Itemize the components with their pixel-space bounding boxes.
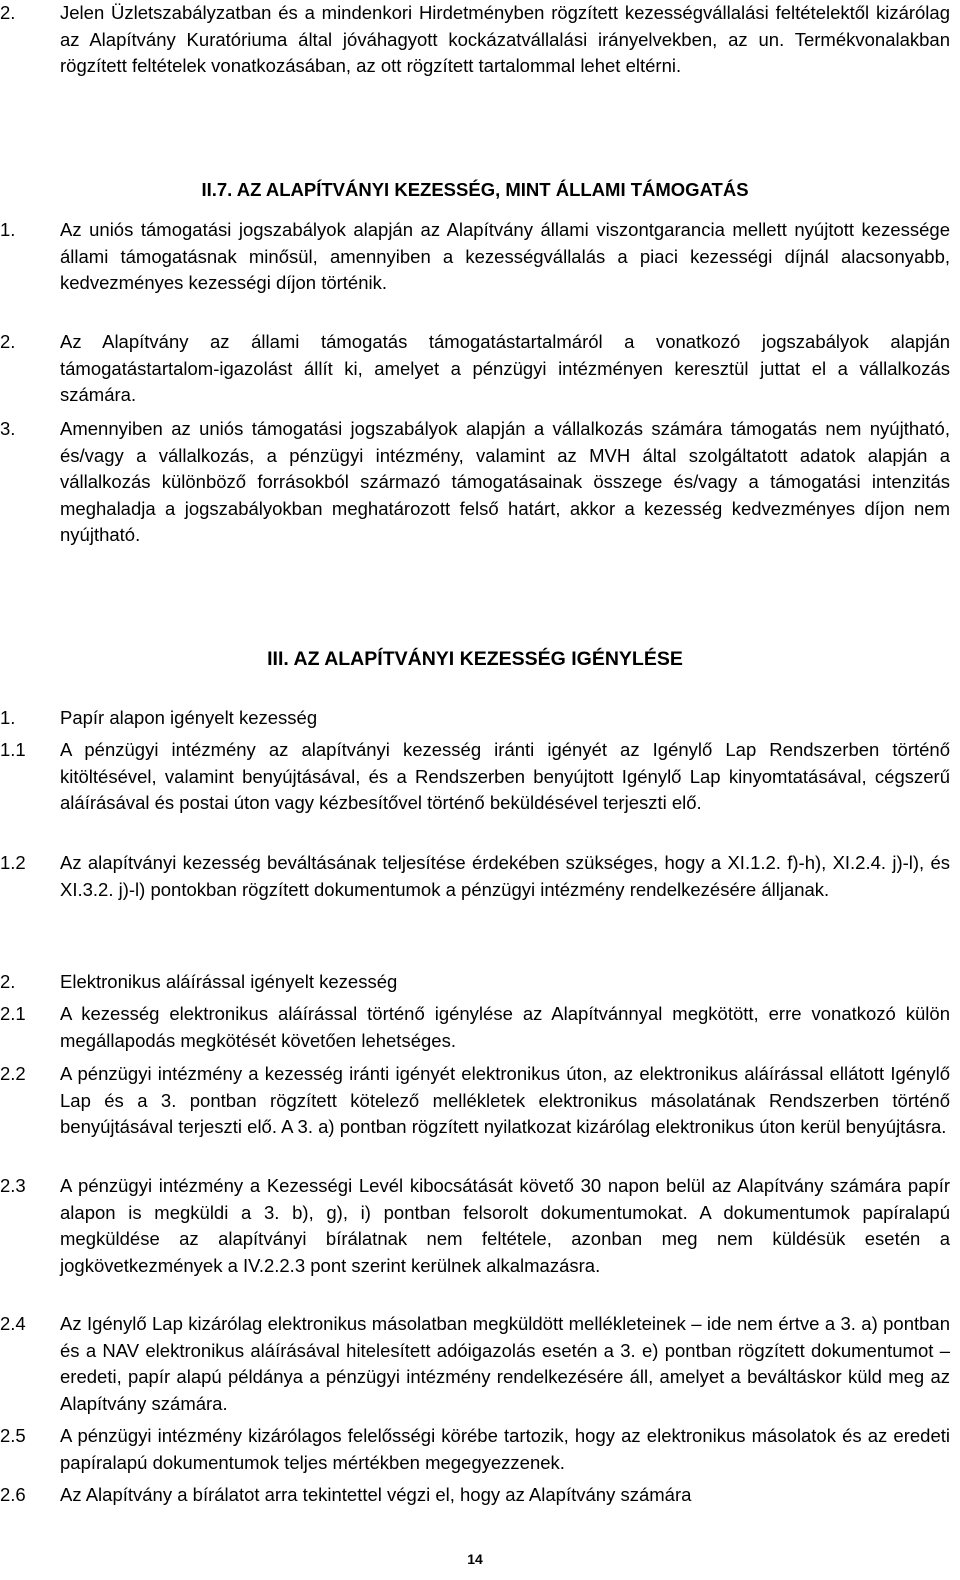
item-text: Az Igénylő Lap kizárólag elektronikus másolatban megküldött mellékleteinek – ide nem értve a 3. a) pontban és a NAV elektronikus aláírásával hitelesített adóigazolás esetén a 3. e) pontban rögzített dokumentumot – eredeti, papír alapú példánya a pénzügyi intézmény rendelkezésére áll, amelyet a beváltáskor küld meg az Alapítvány számára. bbox=[60, 1313, 950, 1414]
item-number: 1.2 bbox=[0, 852, 26, 873]
item-text: A pénzügyi intézmény az alapítványi kezesség iránti igényét az Igénylő Lap Rendszerben történő kitöltésével, valamint benyújtásával, és a Rendszerben benyújtott Igénylő Lap kinyomtatásával, cégszerű aláírásával és postai úton vagy kézbesítővel történő beküldésével terjeszti elő. bbox=[60, 739, 950, 813]
list-item bbox=[0, 1001, 950, 1054]
item-number: 2. bbox=[0, 2, 16, 23]
item-number: 2.3 bbox=[0, 1175, 26, 1196]
list-item bbox=[0, 329, 950, 409]
item-text: Az alapítványi kezesség beváltásának teljesítése érdekében szükséges, hogy a XI.1.2. f)-h), XI.2.4. j)-l), és XI.3.2. j)-l) pontokban rögzített dokumentumok a pénzügyi intézmény rendelkezésére álljanak. bbox=[60, 852, 950, 900]
list-item bbox=[0, 1482, 950, 1509]
item-text: A pénzügyi intézmény a kezesség iránti igényét elektronikus úton, az elektronikus aláírással ellátott Igénylő Lap és a 3. pontban rögzített kötelező mellékletek elektronikus másolatának Rendszerben történő benyújtásával terjeszti elő. A 3. a) pontban rögzített nyilatkozat kizárólag elektronikus úton kerül benyújtásra. bbox=[60, 1063, 950, 1137]
item-text: Az Alapítvány a bírálatot arra tekintettel végzi el, hogy az Alapítvány számára bbox=[60, 1484, 692, 1505]
item-text: A kezesség elektronikus aláírással történő igénylése az Alapítvánnyal megkötött, erre vonatkozó külön megállapodás megkötését követően lehetséges. bbox=[60, 1003, 950, 1051]
item-number: 1. bbox=[0, 707, 16, 728]
list-item bbox=[0, 969, 950, 996]
item-text: Jelen Üzletszabályzatban és a mindenkori Hirdetményben rögzített kezességvállalási feltételektől kizárólag az Alapítvány Kuratóriuma által jóváhagyott kockázatvállalási irányelvekben, az un. Termékvonalakban rögzített feltételek vonatkozásában, az ott rögzített tartalommal lehet eltérni. bbox=[60, 2, 950, 76]
section-heading-iii: III. AZ ALAPÍTVÁNYI KEZESSÉG IGÉNYLÉSE bbox=[267, 648, 683, 670]
item-number: 2.5 bbox=[0, 1425, 26, 1446]
list-item bbox=[0, 416, 950, 549]
list-item bbox=[0, 737, 950, 817]
item-number: 3. bbox=[0, 418, 16, 439]
page-number: 14 bbox=[467, 1551, 483, 1567]
list-item bbox=[0, 217, 950, 297]
item-text: Az uniós támogatási jogszabályok alapján az Alapítvány állami viszontgarancia mellett nyújtott kezessége állami támogatásnak minősül, amennyiben a kezességvállalás a piaci kezességi díjnál alacsonyabb, kedvezményes kezességi díjon történik. bbox=[60, 219, 950, 293]
section-2-paragraph bbox=[0, 0, 950, 80]
list-item bbox=[0, 1423, 950, 1476]
list-item bbox=[0, 1061, 950, 1141]
item-number: 2. bbox=[0, 331, 16, 352]
item-number: 2.4 bbox=[0, 1313, 26, 1334]
item-text: Elektronikus aláírással igényelt kezesség bbox=[60, 971, 398, 992]
item-number: 2. bbox=[0, 971, 16, 992]
item-text: Az Alapítvány az állami támogatás támogatástartalmáról a vonatkozó jogszabályok alapján támogatástartalom-igazolást állít ki, amelyet a pénzügyi intézményen keresztül juttat el a vállalkozás számára. bbox=[60, 331, 950, 405]
item-number: 2.6 bbox=[0, 1484, 26, 1505]
list-item bbox=[0, 850, 950, 903]
item-number: 1. bbox=[0, 219, 16, 240]
section-heading-ii7: II.7. AZ ALAPÍTVÁNYI KEZESSÉG, MINT ÁLLAMI TÁMOGATÁS bbox=[201, 179, 749, 200]
item-text: A pénzügyi intézmény a Kezességi Levél kibocsátását követő 30 napon belül az Alapítvány számára papír alapon is megküldi a 3. b), g), i) pontban felsorolt dokumentumokat. A dokumentumok papíralapú megküldése az alapítványi bírálatnak nem feltétele, azonban meg nem küldésük esetén a jogkövetkezmények a IV.2.2.3 pont szerint kerülnek alkalmazásra. bbox=[60, 1175, 950, 1276]
list-item bbox=[0, 1311, 950, 1417]
list-item bbox=[0, 705, 950, 732]
item-number: 2.1 bbox=[0, 1003, 26, 1024]
list-item bbox=[0, 1173, 950, 1279]
item-number: 2.2 bbox=[0, 1063, 26, 1084]
item-text: Papír alapon igényelt kezesség bbox=[60, 707, 318, 728]
item-text: A pénzügyi intézmény kizárólagos felelősségi körébe tartozik, hogy az elektronikus másolatok és az eredeti papíralapú dokumentumok teljes mértékben megegyezzenek. bbox=[60, 1425, 950, 1473]
item-number: 1.1 bbox=[0, 739, 26, 760]
item-text: Amennyiben az uniós támogatási jogszabályok alapján a vállalkozás számára támogatás nem nyújtható, és/vagy a vállalkozás, a pénzügyi intézmény, valamint az MVH által szolgáltatott adatok alapján a vállalkozás különböző forrásokból származó támogatásainak összege és/vagy a támogatási intenzitás meghaladja a jogszabályokban meghatározott felső határt, akkor a kezesség kedvezményes díjon nem nyújtható. bbox=[60, 418, 950, 545]
